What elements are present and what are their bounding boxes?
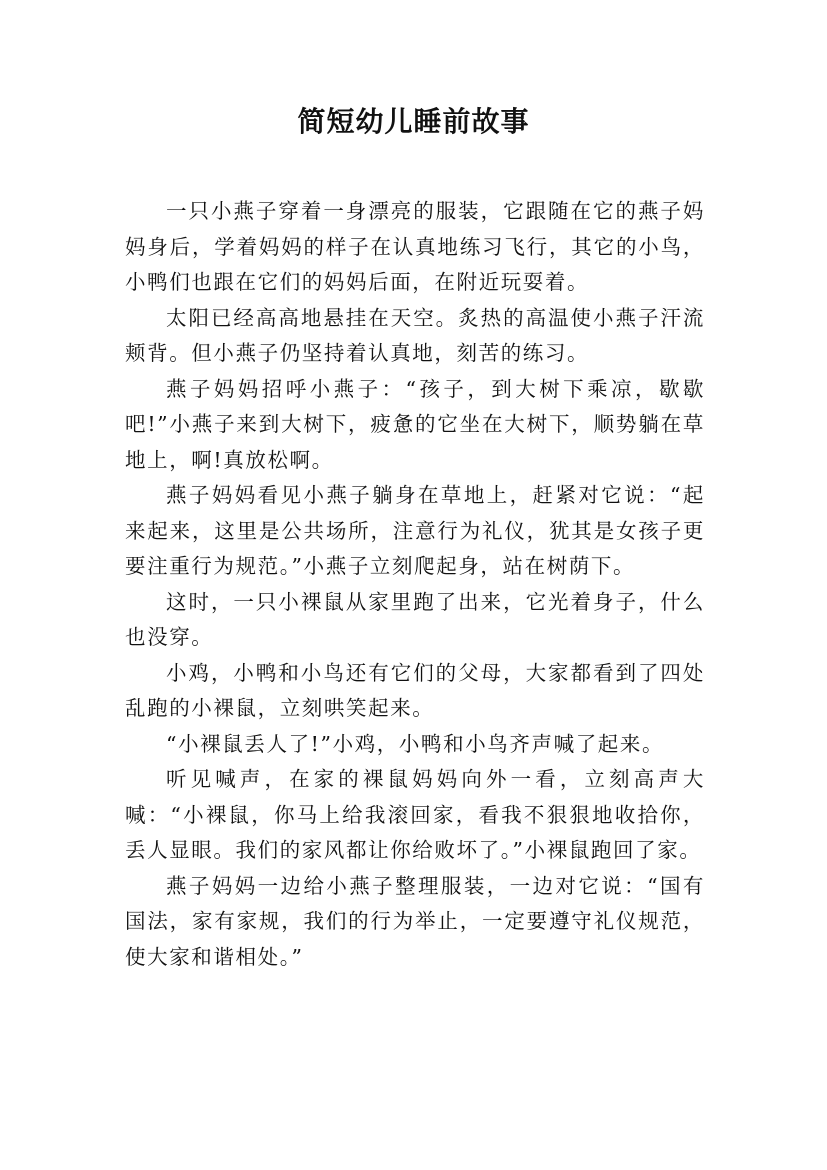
story-paragraph: 燕子妈妈招呼小燕子：“孩子，到大树下乘凉，歇歇吧!”小燕子来到大树下，疲惫的它坐在大树下，顺势躺在草地上，啊!真放松啊。 [125, 376, 705, 472]
story-paragraph: “小裸鼠丢人了!”小鸡，小鸭和小鸟齐声喊了起来。 [166, 731, 665, 756]
page-title: 简短幼儿睡前故事 [297, 105, 530, 138]
story-paragraph: 听见喊声，在家的裸鼠妈妈向外一看，立刻高声大喊：“小裸鼠，你马上给我滚回家，看我不狠狠地收拾你，丢人显眼。我们的家风都让你给败坏了。”小裸鼠跑回了家。 [125, 767, 705, 862]
story-paragraph: 燕子妈妈一边给小燕子整理服装，一边对它说：“国有国法，家有家规，我们的行为举止，一定要遵守礼仪规范，使大家和谐相处。” [125, 873, 705, 969]
story-paragraph: 这时，一只小裸鼠从家里跑了出来，它光着身子，什么也没穿。 [125, 589, 705, 649]
story-paragraph: 燕子妈妈看见小燕子躺身在草地上，赶紧对它说：“起来起来，这里是公共场所，注意行为礼仪，犹其是女孩子更要注重行为规范。”小燕子立刻爬起身，站在树荫下。 [125, 483, 705, 578]
story-paragraph: 小鸡，小鸭和小鸟还有它们的父母，大家都看到了四处乱跑的小裸鼠，立刻哄笑起来。 [125, 660, 705, 720]
story-paragraph: 一只小燕子穿着一身漂亮的服装，它跟随在它的燕子妈妈身后，学着妈妈的样子在认真地练习飞行，其它的小鸟，小鸭们也跟在它们的妈妈后面，在附近玩耍着。 [125, 199, 705, 294]
story-paragraph: 太阳已经高高地悬挂在天空。炙热的高温使小燕子汗流颊背。但小燕子仍坚持着认真地，刻苦的练习。 [125, 305, 705, 365]
story-body [125, 194, 705, 975]
